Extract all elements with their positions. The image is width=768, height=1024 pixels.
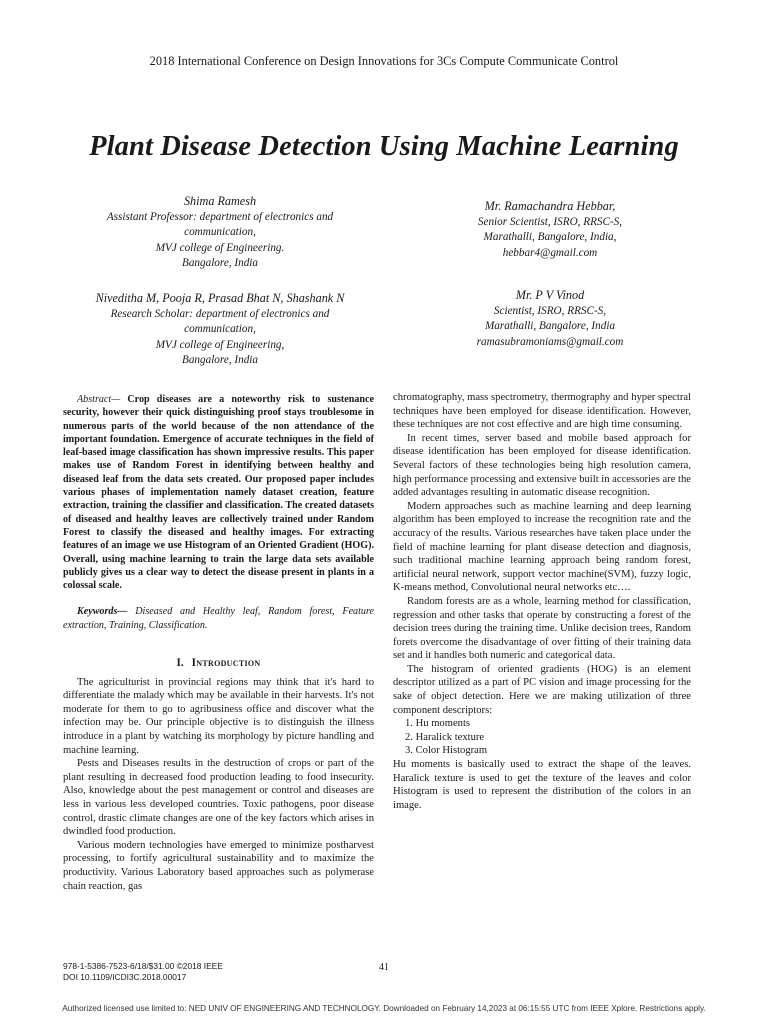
conference-header: 2018 International Conference on Design Innovations for 3Cs Compute Communicate Control xyxy=(149,54,619,68)
section-number: I. xyxy=(176,657,184,670)
author-affiliation-line: communication, xyxy=(184,226,256,238)
author-affiliation-line: Bangalore, India xyxy=(181,257,259,269)
author-affiliation-line: Senior Scientist, ISRO, RRSC-S, xyxy=(477,215,623,228)
author-affiliation-line: Assistant Professor: department of electronics and xyxy=(106,210,334,223)
abstract-label: Abstract— xyxy=(77,394,128,405)
author-email: ramasubramoniams@gmail.com xyxy=(476,335,624,348)
author-affiliation-line: communication, xyxy=(184,323,256,335)
author-name: Mr. Ramachandra Hebbar, xyxy=(484,199,616,213)
author-affiliation-line: MVJ college of Engineering. xyxy=(155,241,285,254)
footer-doi: DOI 10.1109/ICDI3C.2018.00017 xyxy=(63,971,187,982)
paper-title: Plant Disease Detection Using Machine Learning xyxy=(89,131,679,162)
abstract-text: Crop diseases are a noteworthy risk to sustenance security, however their quick distinguishing proof stays troublesome in numerous parts of the world because of the non attendance of the important foundation. Emergence of accurate techniques in the field of leaf-based image classification has shown impressive results. This paper makes use of Random Forest in identifying between healthy and diseased leaf from the data sets created. Our proposed paper includes various phases of implementation namely dataset creation, feature extraction, training the classifier and classification. The created datasets of diseased and healthy leaves are collectively trained under Random Forest to classify the diseased and healthy images. For extracting features of an image we use Histogram of an Oriented Gradient (HOG). Overall, using machine learning to train the large data sets available publicly gives us a clear way to detect the disease present in plants in a colossal scale. xyxy=(63,394,374,592)
author-affiliation-line: Research Scholar: department of electronics and xyxy=(110,307,330,320)
paragraph: The histogram of oriented gradients (HOG) is an element descriptor utilized as a part of PC vision and image processing for the sake of object detection. Here we are making utilization of three component descriptors: xyxy=(393,663,691,716)
paragraph: Modern approaches such as machine learning and deep learning algorithm has been employed to increase the recognition rate and the accuracy of the results. Various researches have taken place under the field of machine learning for plant disease detection and diagnosis, such traditional machine learning approach being random forest, artificial neural network, support vector machine(SVM), fuzzy logic, K-means method, Convolutional neural networks etc…. xyxy=(393,500,691,594)
paragraph: chromatography, mass spectrometry, thermography and hyper spectral techniques have been employed for disease identification. However, these techniques are not cost effective and are high time consuming. xyxy=(393,392,691,431)
author-name: Shima Ramesh xyxy=(183,194,257,208)
author-affiliation-line: MVJ college of Engineering, xyxy=(155,338,285,351)
author-affiliation-line: Marathalli, Bangalore, India xyxy=(484,320,616,332)
list-item: 3. Color Histogram xyxy=(405,745,488,757)
paragraph: Random forests are as a whole, learning method for classification, regression and other tasks that operate by constructing a forest of the decision trees during the training time. Unlike decision trees, Random forets overcome the disadvantage of over fitting of their training data set and it handles both numeric and categorical data. xyxy=(393,595,691,662)
author-block-pv-vinod xyxy=(386,288,714,350)
author-affiliation-line: Marathalli, Bangalore, India, xyxy=(483,231,617,243)
keywords-label: Keywords— xyxy=(77,606,136,618)
author-block-research-scholars xyxy=(60,291,380,369)
list-item: 1. Hu moments xyxy=(405,718,471,730)
keywords-text: Diseased and Healthy leaf, Random forest, Feature extraction, Training, Classification. xyxy=(63,606,374,631)
license-notice: Authorized licensed use limited to: NED UNIV OF ENGINEERING AND TECHNOLOGY. Downloaded on February 14,2023 at 06:15:55 UTC from IEEE Xplore. Restrictions apply. xyxy=(62,1004,706,1013)
paragraph: Various modern technologies have emerged to minimize postharvest processing, to fortify agricultural sustainability and to maximize the productivity. Various Laboratory based approaches such as polymerase chain reaction, gas xyxy=(63,839,374,892)
author-affiliation-line: Bangalore, India xyxy=(181,354,259,366)
author-block-ramachandra-hebbar xyxy=(386,199,714,261)
author-affiliation-line: Scientist, ISRO, RRSC-S, xyxy=(493,304,607,317)
page-number: 41 xyxy=(379,962,389,973)
section-heading-introduction xyxy=(63,657,374,671)
author-name: Mr. P V Vinod xyxy=(515,288,585,302)
paragraph: The agriculturist in provincial regions may think that it's hard to differentiate the malady which may be available in their harvests. It's not moderate for them to go to agribusiness office and discover what the infection may be. Our principle objective is to distinguish the illness introduce in a plant by watching its morphology by picture handling and machine learning. xyxy=(63,676,374,756)
paragraph: In recent times, server based and mobile based approach for disease identification has been employed for disease identification. Several factors of these technologies being high resolution camera, high performance processing and extensive built in accessories are the added advantages resulting in automatic disease recognition. xyxy=(393,432,691,499)
right-column xyxy=(393,391,691,812)
paragraph: Hu moments is basically used to extract the shape of the leaves. Haralick texture is used to get the texture of the leaves and color Histogram is used to represent the distribution of the colors in an image. xyxy=(393,759,691,811)
list-item: 2. Haralick texture xyxy=(405,731,485,743)
author-name: Niveditha M, Pooja R, Prasad Bhat N, Shashank N xyxy=(95,291,345,305)
paragraph: Pests and Diseases results in the destruction of crops or part of the plant resulting in decreased food production leading to food insecurity. Also, knowledge about the pest management or control and diseases are less in various less developed countries. Toxic pathogens, poor disease control, drastic climate changes are one of the key factors which arises in dwindled food production. xyxy=(63,758,374,838)
descriptor-list xyxy=(393,717,691,758)
author-email: hebbar4@gmail.com xyxy=(502,246,598,259)
keywords xyxy=(63,605,374,632)
abstract xyxy=(63,393,374,592)
footer-isbn: 978-1-5386-7523-6/18/$31.00 ©2018 IEEE xyxy=(63,961,223,971)
author-block-shima-ramesh xyxy=(80,194,360,272)
section-title: Introduction xyxy=(191,657,261,670)
left-column xyxy=(63,393,374,893)
